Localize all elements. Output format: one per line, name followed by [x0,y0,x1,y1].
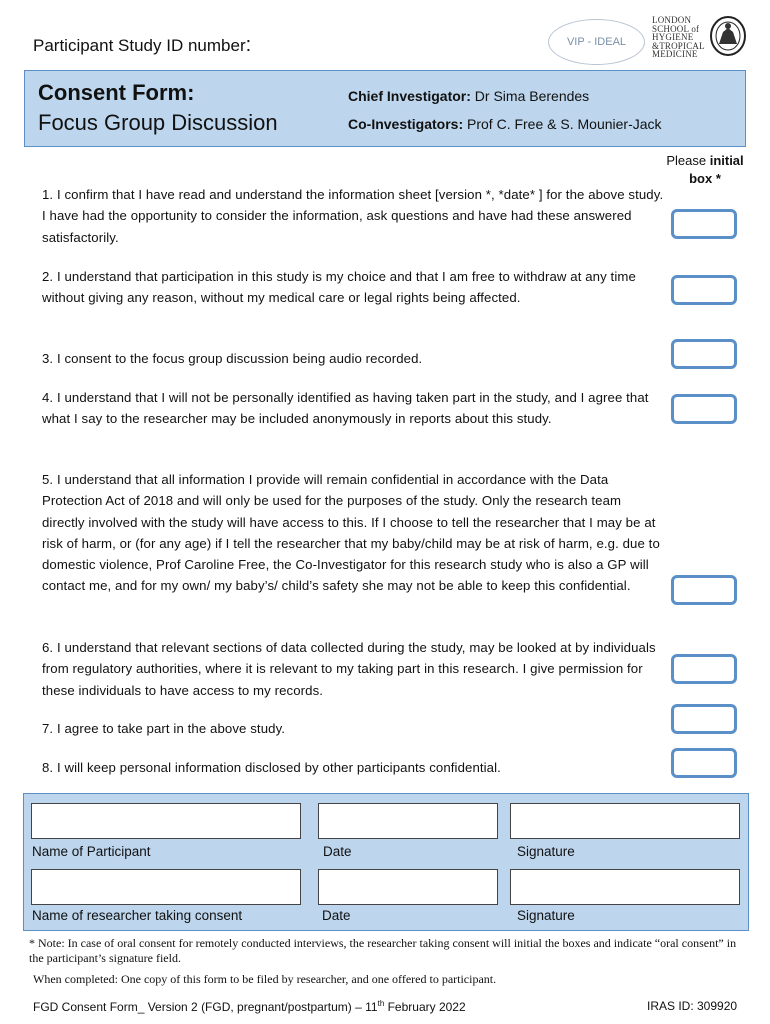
researcher-date-label: Date [322,908,351,923]
researcher-name-field[interactable] [31,869,301,905]
statement-3: 3. I consent to the focus group discussion being audio recorded. [42,351,423,366]
statement-2: 2. I understand that participation in this study is my choice and that I am free to withdraw at any time without giving any reason, without my medical care or legal rights being affected. [42,269,636,306]
vip-ideal-logo: VIP - IDEAL [548,19,645,65]
statement-6: 6. I understand that relevant sections of data collected during the study, may be looked at by individuals from regulatory authorities, where it is relevant to my taking part in this research. I give permission for these individuals to have access to my records. [42,640,656,698]
researcher-signature-label: Signature [517,908,575,923]
footer-version: FGD Consent Form_ Version 2 (FGD, pregnant/postpartum) – 11th February 2022 [33,999,466,1014]
statement-7: 7. I agree to take part in the above study. [42,721,286,736]
statement-4: 4. I understand that I will not be personally identified as having taken part in the study, and I agree that what I say to the researcher may be included anonymously in reports about this study. [42,390,649,427]
participant-signature-label: Signature [517,844,575,859]
completion-note: When completed: One copy of this form to be filed by researcher, and one offered to participant. [33,972,497,986]
researcher-date-field[interactable] [318,869,498,905]
initial-box-6[interactable] [671,654,737,684]
participant-signature-field[interactable] [510,803,740,839]
initial-box-7[interactable] [671,704,737,734]
form-subtitle: Focus Group Discussion [38,110,278,135]
form-title: Consent Form: [38,80,195,105]
initial-box-5[interactable] [671,575,737,605]
initial-box-4[interactable] [671,394,737,424]
please-initial-box-label: Please initial box * [666,153,744,186]
participant-date-field[interactable] [318,803,498,839]
participant-name-label: Name of Participant [32,844,151,859]
researcher-name-label: Name of researcher taking consent [32,908,243,923]
participant-date-label: Date [323,844,352,859]
co-investigators: Co-Investigators: Prof C. Free & S. Mounier-Jack [348,116,662,132]
footer-iras-id: IRAS ID: 309920 [647,999,738,1013]
initial-box-1[interactable] [671,209,737,239]
statement-1: 1. I confirm that I have read and understand the information sheet [version *, *date* ] for the above study. I have had the opportunity to consider the information, ask questions and have had these answered satisfactorily. [42,187,664,245]
researcher-signature-field[interactable] [510,869,740,905]
initial-box-8[interactable] [671,748,737,778]
lshtm-crest-icon [708,14,748,58]
participant-name-field[interactable] [31,803,301,839]
oral-consent-note: * Note: In case of oral consent for remotely conducted interviews, the researcher taking consent will initial the boxes and indicate “oral consent” in the participant’s signature field. [29,936,737,965]
participant-study-id-label: Participant Study ID number: [33,34,252,56]
statement-8: 8. I will keep personal information disclosed by other participants confidential. [42,760,501,775]
initial-box-3[interactable] [671,339,737,369]
lshtm-logo-text: LONDON SCHOOL of HYGIENE &TROPICAL MEDICINE [652,15,705,59]
initial-box-2[interactable] [671,275,737,305]
statement-5: 5. I understand that all information I provide will remain confidential in accordance with the Data Protection Act of 2018 and will only be used for the purposes of the study. Only the research team directly involved with the study will have access to this. If I choose to tell the researcher that I may be at risk of harm, or (for any age) if I tell the researcher that my baby/child may be at risk of harm, e.g. due to domestic violence, Prof Caroline Free, the Co-Investigator for this research study who is also a GP will contact me, and for my own/ my baby’s/ child’s safety she may not be able to keep this confidential. [42,472,660,594]
chief-investigator: Chief Investigator: Dr Sima Berendes [348,88,590,104]
